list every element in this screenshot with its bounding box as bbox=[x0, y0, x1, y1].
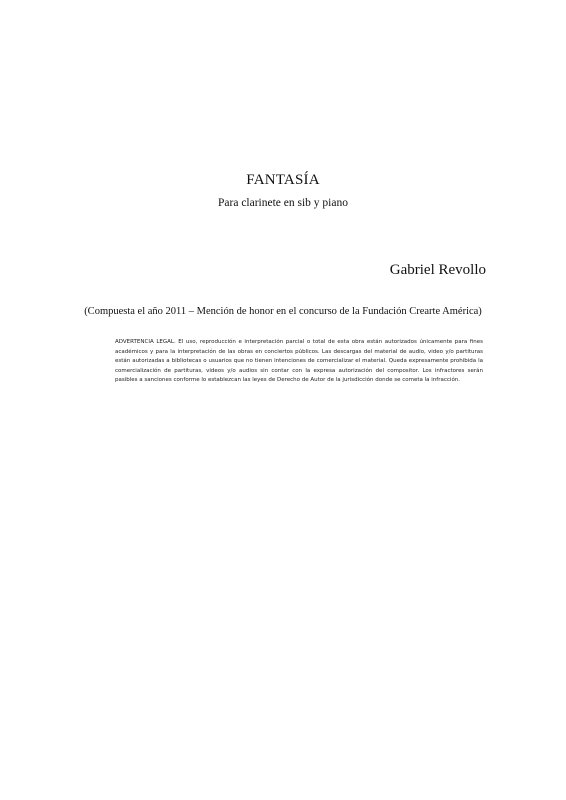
composer-name: Gabriel Revollo bbox=[389, 262, 486, 278]
legal-notice: ADVERTENCIA LEGAL. El uso, reproducción e interpretación parcial o total de esta obra están autorizados únicamente para fines académicos y para la interpretación de las obras en conciertos públicos. Las descargas del material de audio, video y/o partituras están autorizadas a bibliotecas o usuarios que no tienen intenciones de comercializar el material. Queda expresamente prohibida la comercialización de partituras, videos y/o audios sin contar con la expresa autorización del compositor. Los infractores serán pasibles a sanciones conforme lo establezcan las leyes de Derecho de Autor de la jurisdicción donde se cometa la infracción. bbox=[115, 339, 483, 384]
work-title: FANTASÍA bbox=[246, 172, 320, 188]
composition-note: (Compuesta el año 2011 – Mención de honor en el concurso de la Fundación Crearte América) bbox=[84, 306, 482, 317]
work-subtitle: Para clarinete en sib y piano bbox=[218, 197, 348, 209]
